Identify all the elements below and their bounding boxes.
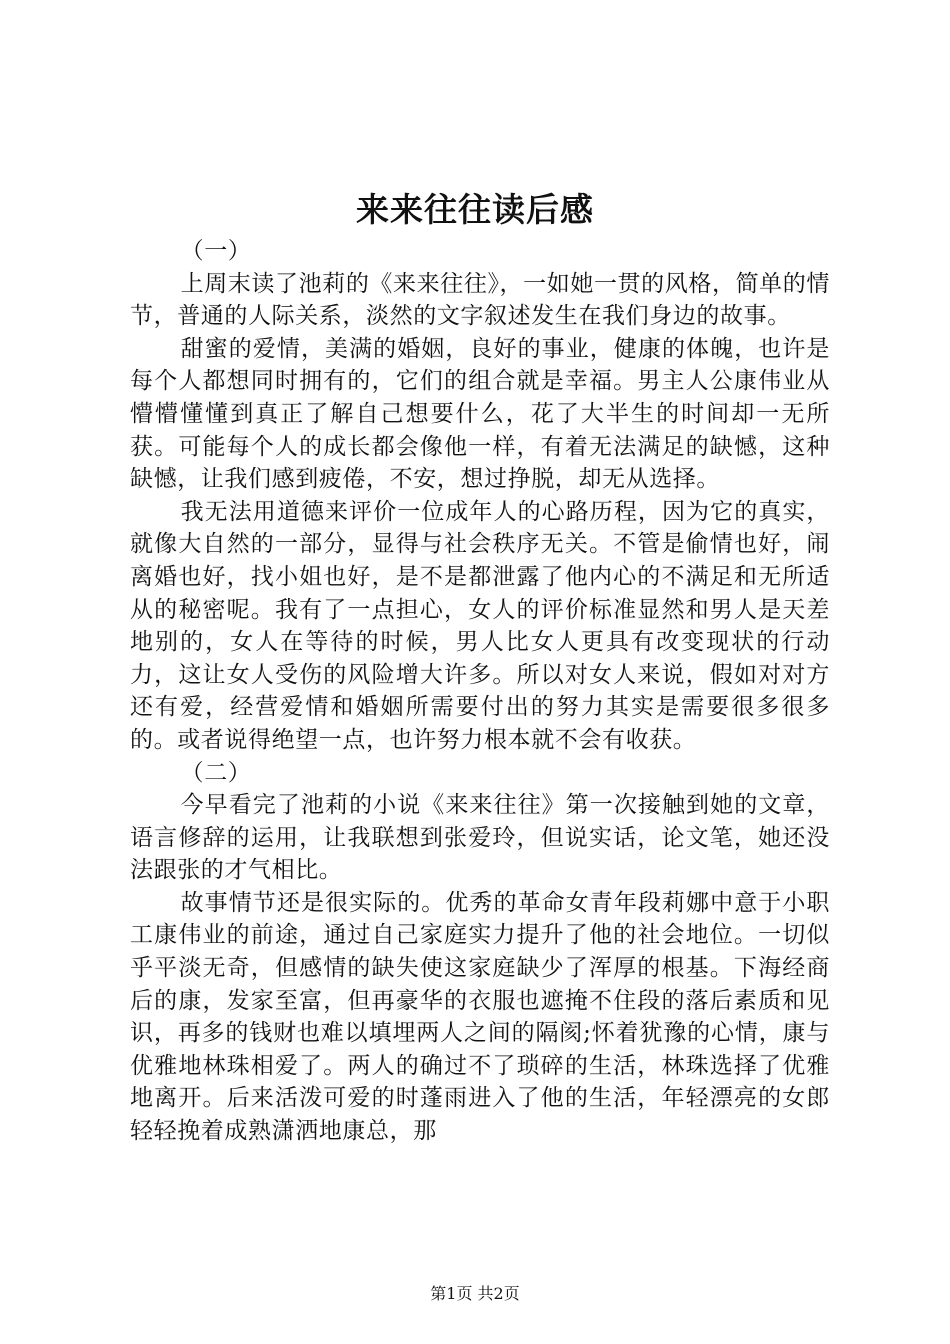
section-heading-2: （二） xyxy=(180,759,252,786)
section-heading-1: （一） xyxy=(180,238,252,264)
body-paragraph: 故事情节还是很实际的。优秀的革命女青年段莉娜中意于小职工康伟业的前途，通过自己家庭实力提升了他的社会地位。一切似乎平淡无奇，但感情的缺失使这家庭缺少了浑厚的根基。下海经商后的康，发家至富，但再豪华的衣服也遮掩不住段的落后素质和见识，再多的钱财也难以填埋两人之间的隔阂;怀着犹豫的心情，康与优雅地林珠相爱了。两人的确过不了琐碎的生活，林珠选择了优雅地离开。后来活泼可爱的时蓬雨进入了他的生活，年轻漂亮的女郎轻轻挽着成熟潇洒地康总，那 xyxy=(130,889,830,1145)
body-paragraph: 我无法用道德来评价一位成年人的心路历程，因为它的真实，就像大自然的一部分，显得与社会秩序无关。不管是偷情也好，闹离婚也好，找小姐也好，是不是都泄露了他内心的不满足和无所适从的秘密呢。我有了一点担心，女人的评价标准显然和男人是天差地别的，女人在等待的时候，男人比女人更具有改变现状的行动力，这让女人受伤的风险增大许多。所以对女人来说，假如对对方还有爱，经营爱情和婚姻所需要付出的努力其实是需要很多很多的。或者说得绝望一点，也许努力根本就不会有收获。 xyxy=(130,498,830,753)
document-body xyxy=(130,235,830,1148)
body-paragraph: 上周末读了池莉的《来来往往》，一如她一贯的风格，简单的情节，普通的人际关系，淡然的文字叙述发生在我们身边的故事。 xyxy=(130,270,830,330)
body-paragraph: 今早看完了池莉的小说《来来往往》第一次接触到她的文章，语言修辞的运用，让我联想到张爱玲，但说实话，论文笔，她还没法跟张的才气相比。 xyxy=(130,792,830,884)
body-paragraph: 甜蜜的爱情，美满的婚姻，良好的事业，健康的体魄，也许是每个人都想同时拥有的，它们的组合就是幸福。男主人公康伟业从懵懵懂懂到真正了解自己想要什么，花了大半生的时间却一无所获。可能每个人的成长都会像他一样，有着无法满足的缺憾，这种缺憾，让我们感到疲倦，不安，想过挣脱，却无从选择。 xyxy=(130,335,830,493)
document-title: 来来往往读后感 xyxy=(356,190,594,229)
page-number: 第1页 共2页 xyxy=(430,1284,520,1303)
